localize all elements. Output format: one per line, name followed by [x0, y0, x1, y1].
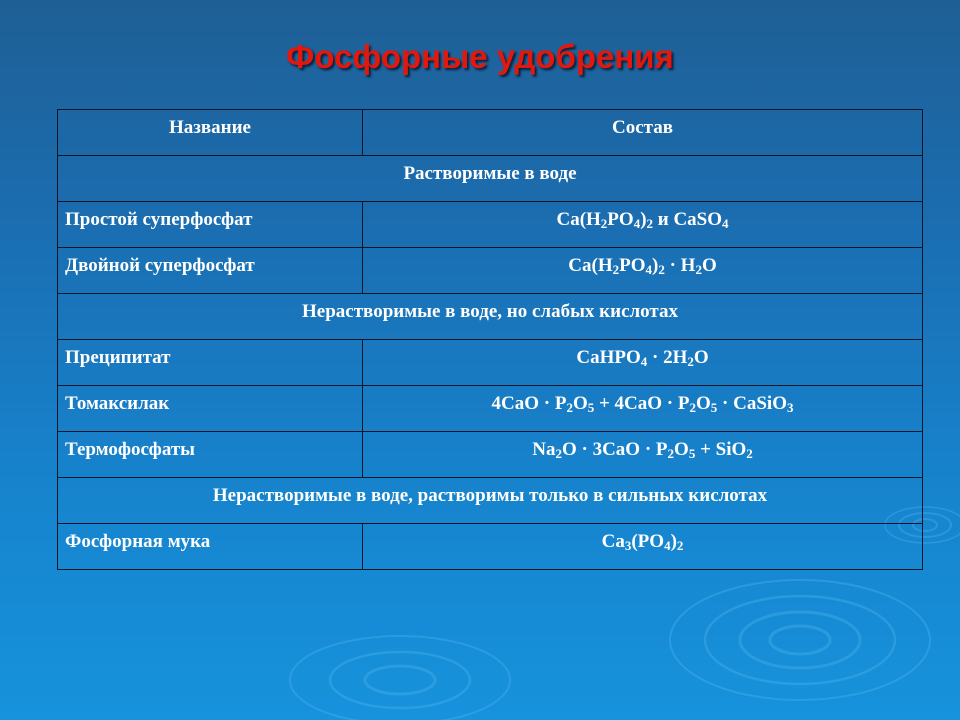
table-row [58, 386, 923, 432]
section-row-weak-acids [58, 294, 923, 340]
section-label: Нерастворимые в воде, но слабых кислотах [58, 294, 923, 340]
fertilizer-name: Термофосфаты [58, 432, 363, 478]
table-row [58, 202, 923, 248]
table-header-row [58, 110, 923, 156]
fertilizer-formula: $Ca(H_2PO_4)_2 \cdot H_2O$ [363, 248, 923, 294]
fertilizer-formula: $4CaO \cdot P_2O_5 + 4CaO \cdot P_2O_5$ · CaSiO$_3$ [363, 386, 923, 432]
section-row-soluble [58, 156, 923, 202]
section-label: Растворимые в воде [58, 156, 923, 202]
fertilizer-formula: $Ca(H_2PO_4)_2$ и CaSO$_4$ [363, 202, 923, 248]
slide-title: Фосфорные удобрения [286, 38, 674, 75]
table-row [58, 248, 923, 294]
fertilizer-name: Простой суперфосфат [58, 202, 363, 248]
table-row [58, 340, 923, 386]
section-label: Нерастворимые в воде, растворимы только в сильных кислотах [58, 478, 923, 524]
fertilizer-name: Фосфорная мука [58, 524, 363, 570]
header-composition: Состав [363, 110, 923, 156]
header-name: Название [58, 110, 363, 156]
fertilizer-name: Преципитат [58, 340, 363, 386]
table-row [58, 432, 923, 478]
fertilizer-name: Томаксилак [58, 386, 363, 432]
fertilizer-formula: CaHPO$_4$ · $2H_2O$ [363, 340, 923, 386]
fertilizer-table [57, 109, 923, 570]
fertilizer-formula: $Ca_3(PO_4)_2$ [363, 524, 923, 570]
fertilizer-name: Двойной суперфосфат [58, 248, 363, 294]
table-row [58, 524, 923, 570]
section-row-strong-acids [58, 478, 923, 524]
fertilizer-formula: $Na_2O \cdot 3CaO \cdot P_2O_5 + SiO_2$ [363, 432, 923, 478]
